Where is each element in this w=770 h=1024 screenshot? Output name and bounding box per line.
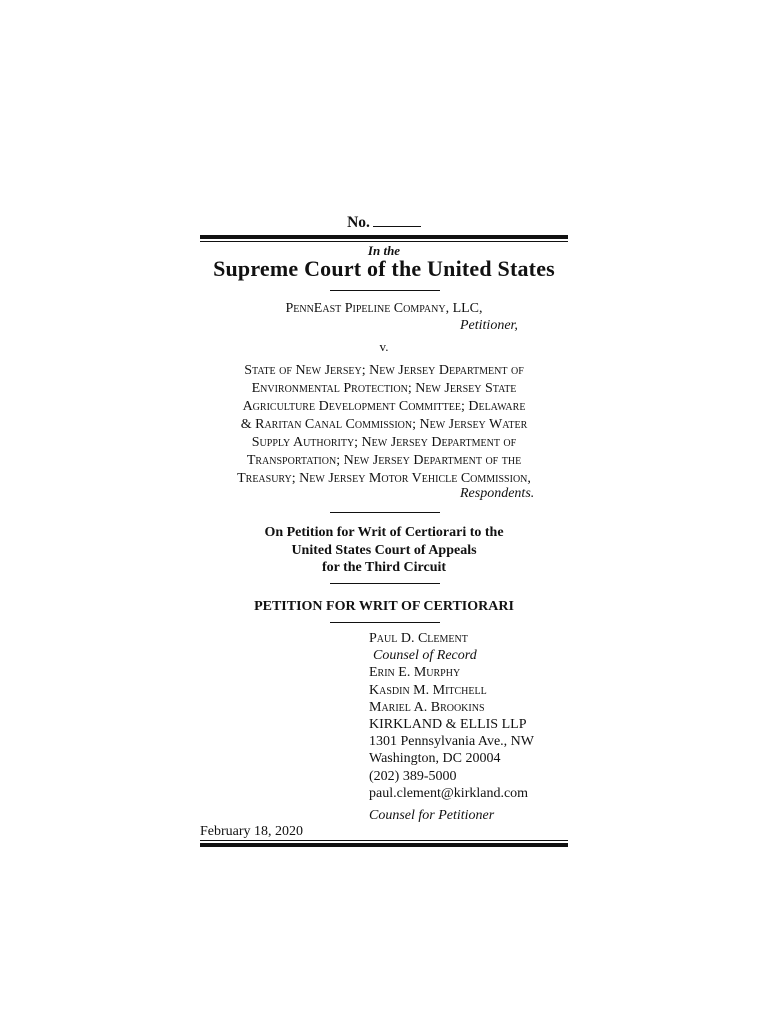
respondent-line: Treasury; New Jersey Motor Vehicle Commission, [237, 471, 531, 486]
counsel-name: Erin E. Murphy [369, 665, 461, 681]
petitioner-name: PennEast Pipeline Company, LLC, [285, 301, 483, 316]
versus: v. [379, 339, 389, 354]
respondent-line: & Raritan Canal Commission; New Jersey Water [240, 417, 528, 432]
counsel-for-label: Counsel for Petitioner [369, 808, 495, 823]
counsel-name: Mariel A. Brookins [369, 699, 485, 715]
petition-on-line: for the Third Circuit [321, 560, 447, 575]
filing-date: February 18, 2020 [200, 824, 304, 839]
counsel-name: Paul D. Clement [369, 631, 468, 646]
top-thick-rule [200, 235, 568, 239]
respondent-line: State of New Jersey; New Jersey Department of [244, 363, 524, 378]
divider-rule [330, 583, 440, 584]
address-line: 1301 Pennsylvania Ave., NW [369, 734, 534, 750]
petitioner-role: Petitioner, [460, 318, 518, 333]
respondent-role: Respondents. [460, 486, 535, 501]
brief-cover [200, 0, 568, 1024]
respondent-line: Environmental Protection; New Jersey State [251, 381, 517, 396]
respondent-line: Supply Authority; New Jersey Department of [251, 435, 517, 450]
petition-on-line: On Petition for Writ of Certiorari to the [264, 525, 504, 540]
in-the-label: In the [367, 243, 401, 258]
court-name: Supreme Court of the United States [213, 256, 555, 281]
respondent-line: Transportation; New Jersey Department of the [246, 453, 522, 468]
counsel-name: Kasdin M. Mitchell [369, 682, 487, 698]
counsel-of-record: Counsel of Record [373, 648, 477, 664]
phone: (202) 389-5000 [369, 768, 457, 784]
top-thin-rule [200, 241, 568, 242]
divider-rule [330, 512, 440, 513]
docket-number [200, 214, 568, 232]
respondent-line: Agriculture Development Committee; Delaware [242, 399, 526, 414]
bottom-thin-rule [200, 840, 568, 841]
bottom-thick-rule [200, 843, 568, 847]
document-title: PETITION FOR WRIT OF CERTIORARI [254, 599, 514, 614]
email: paul.clement@kirkland.com [369, 785, 529, 801]
counsel-block [369, 630, 534, 802]
docket-blank [373, 216, 421, 227]
address-line: Washington, DC 20004 [369, 751, 501, 767]
firm-name: KIRKLAND & ELLIS LLP [369, 717, 527, 733]
docket-label: No. [347, 214, 370, 231]
divider-rule [330, 622, 440, 623]
divider-rule [330, 290, 440, 291]
petition-on-line: United States Court of Appeals [291, 543, 477, 558]
respondents-list [200, 362, 568, 488]
